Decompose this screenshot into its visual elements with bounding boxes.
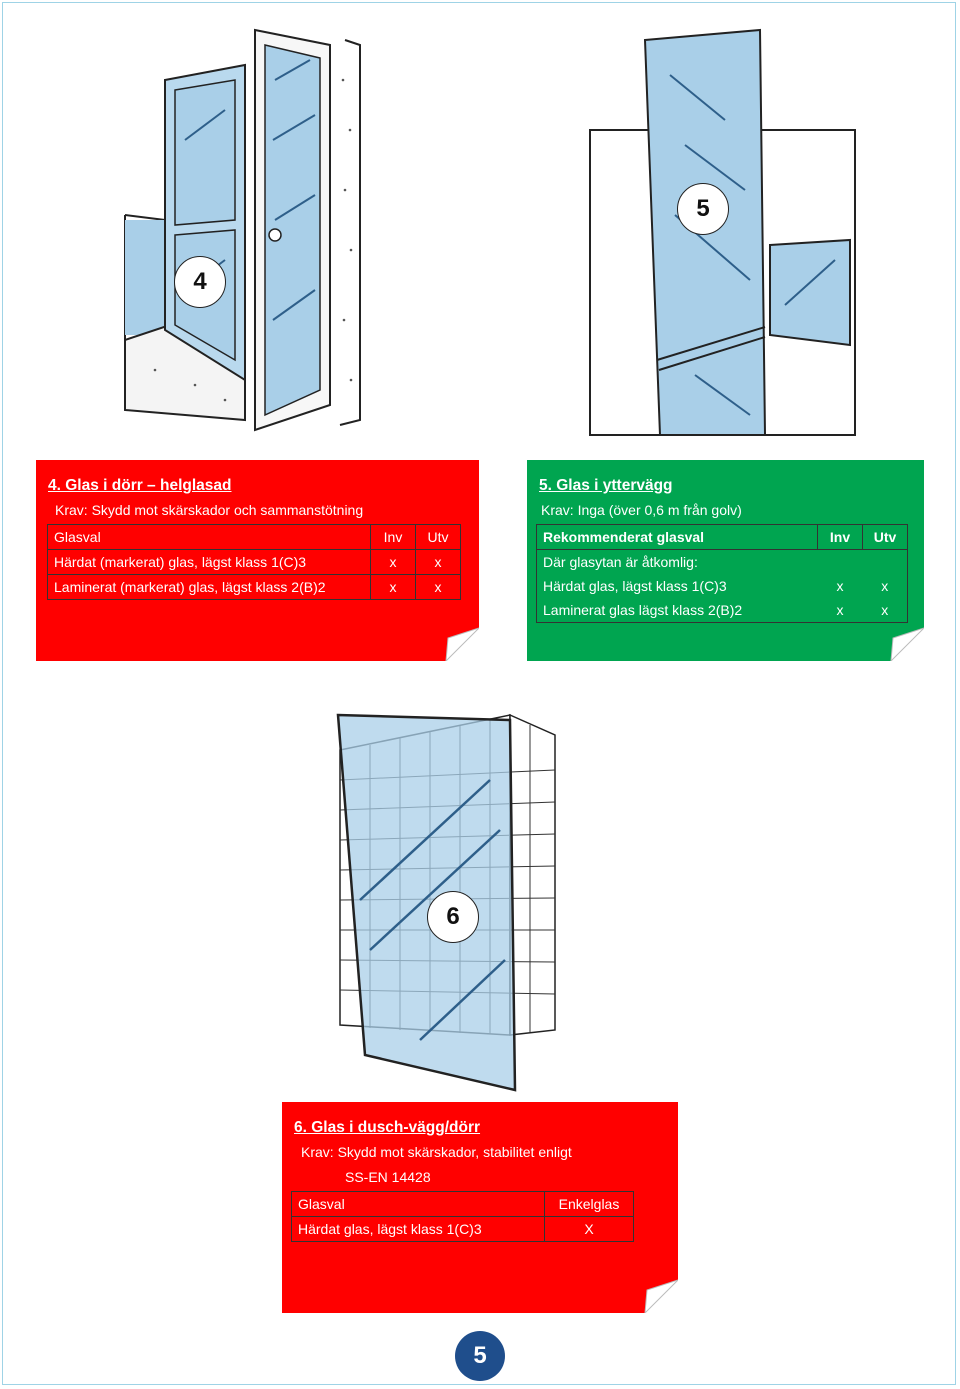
- badge-6: 6: [427, 891, 479, 943]
- card-4-table: [47, 524, 461, 600]
- col-header: Enkelglas: [545, 1192, 634, 1217]
- card-4-requirement: Krav: Skydd mot skärskador och sammanstötning: [55, 502, 364, 518]
- card-6-requirement: Krav: Skydd mot skärskador, stabilitet enligt: [301, 1144, 572, 1160]
- col-header: Inv: [818, 525, 863, 550]
- card-6-table: [291, 1191, 634, 1242]
- table-cell: x: [836, 578, 844, 594]
- table-cell: x: [416, 550, 461, 575]
- table-note: Där glasytan är åtkomlig:: [537, 550, 908, 575]
- table-row: [537, 598, 908, 623]
- col-header: Glasval: [292, 1192, 545, 1217]
- card-4-title: 4. Glas i dörr – helglasad: [48, 477, 232, 494]
- illustration-exterior-wall: [585, 25, 865, 440]
- table-cell: x: [863, 574, 908, 598]
- col-header: Utv: [863, 525, 908, 550]
- table-cell: Laminerat glas lägst klass 2(B)2: [537, 598, 818, 623]
- table-cell: Härdat glas, lägst klass 1(C)3: [537, 574, 818, 598]
- table-cell: Härdat glas, lägst klass 1(C)3: [292, 1217, 545, 1242]
- table-cell: X: [545, 1217, 634, 1242]
- table-row: [292, 1217, 634, 1242]
- card-6: [282, 1102, 678, 1313]
- table-row: [537, 574, 908, 598]
- table-cell: x: [416, 575, 461, 600]
- card-5-title: 5. Glas i yttervägg: [539, 477, 673, 494]
- table-row: [537, 550, 908, 575]
- table-cell: Härdat (markerat) glas, lägst klass 1(C)3: [48, 550, 371, 575]
- card-5-table: [536, 524, 908, 623]
- table-cell: x: [863, 598, 908, 623]
- table-cell: Laminerat (markerat) glas, lägst klass 2(B)2: [48, 575, 371, 600]
- col-header: Inv: [371, 525, 416, 550]
- card-6-title: 6. Glas i dusch-vägg/dörr: [294, 1119, 481, 1136]
- table-header: [292, 1192, 634, 1217]
- illustration-glass-door: [115, 20, 365, 440]
- card-4: [36, 460, 479, 661]
- badge-5: 5: [677, 183, 729, 235]
- col-header: Glasval: [48, 525, 371, 550]
- table-cell: x: [371, 575, 416, 600]
- table-row: [48, 575, 461, 600]
- badge-4: 4: [174, 256, 226, 308]
- card-5-requirement: Krav: Inga (över 0,6 m från golv): [541, 502, 742, 518]
- page-number: 5: [455, 1331, 505, 1381]
- card-6-requirement-standard: SS-EN 14428: [345, 1169, 431, 1185]
- col-header: Utv: [416, 525, 461, 550]
- table-cell: x: [371, 550, 416, 575]
- col-header: Rekommenderat glasval: [537, 525, 818, 550]
- table-cell: x: [818, 598, 863, 623]
- table-header: [537, 525, 908, 550]
- card-5: [527, 460, 924, 661]
- table-header: [48, 525, 461, 550]
- table-row: [48, 550, 461, 575]
